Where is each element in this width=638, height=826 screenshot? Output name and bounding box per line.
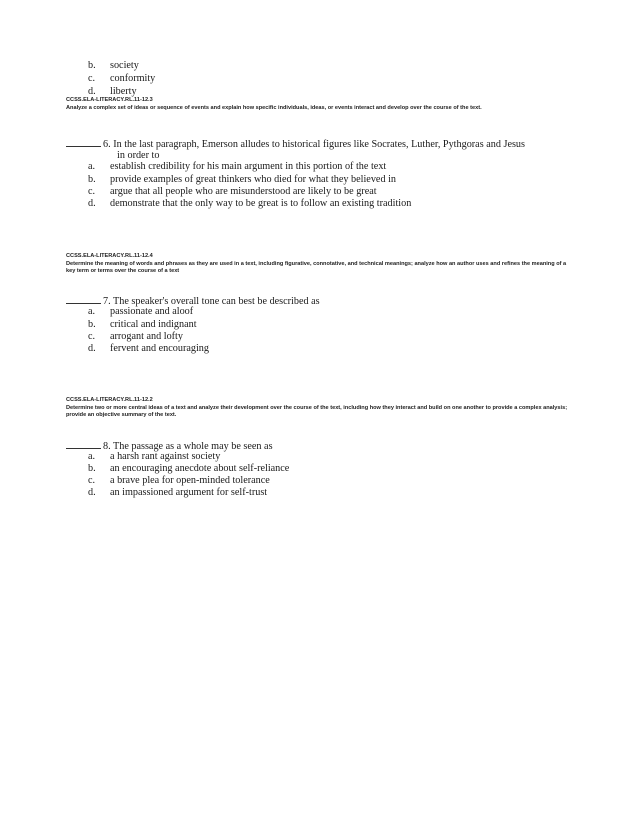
option-text: argue that all people who are misunderstood are likely to be great [110, 186, 377, 197]
option-8d [88, 487, 267, 499]
standard-code: CCSS.ELA-LITERACY.RL.11-12.2 [66, 397, 153, 403]
question-6-stem [66, 137, 525, 151]
option-letter: a. [88, 161, 96, 172]
option-letter: c. [88, 475, 96, 486]
option-letter: c. [88, 331, 96, 342]
option-6c [88, 186, 377, 198]
option-7d [88, 343, 209, 355]
standard-code: CCSS.ELA-LITERACY.RL.11-12.4 [66, 253, 153, 259]
option-7b [88, 319, 197, 331]
standard-block-1 [66, 97, 571, 112]
option-letter: a. [88, 306, 96, 317]
option-text: a brave plea for open-minded tolerance [110, 475, 270, 486]
option-6b [88, 174, 396, 186]
option-text: an encouraging anecdote about self-reliance [110, 463, 290, 474]
option-text: fervent and encouraging [110, 343, 209, 354]
question-text: 8. The passage as a whole may be seen as [103, 441, 273, 452]
option-letter: b. [88, 174, 96, 185]
standard-block-3 [66, 397, 571, 420]
option-6a [88, 161, 386, 173]
option-7c [88, 331, 183, 343]
option-text: society [110, 60, 139, 71]
option-letter: c. [88, 186, 96, 197]
standard-text: Determine the meaning of words and phrases as they are used in a text, including figurative, connotative, and technical meanings; analyze how an author uses and refines the meaning of a key term or terms over the course of a text [66, 260, 567, 275]
option-letter: b. [88, 463, 96, 474]
option-letter: b. [88, 60, 96, 71]
option-letter: b. [88, 319, 96, 330]
option-text: passionate and aloof [110, 306, 194, 317]
option-letter: d. [88, 343, 96, 354]
option-text: an impassioned argument for self-trust [110, 487, 268, 498]
question-text: 6. In the last paragraph, Emerson alludes to historical figures like Socrates, Luther, Pythgoras and Jesus [103, 139, 525, 150]
standard-text: Analyze a complex set of ideas or sequence of events and explain how specific individuals, ideas, or events interact and develop over the course of the text. [66, 104, 482, 111]
option-7a [88, 306, 193, 318]
option-text: establish credibility for his main argument in this portion of the text [110, 161, 387, 172]
option-8b [88, 463, 289, 475]
answer-blank[interactable] [66, 294, 101, 304]
option-5c [88, 73, 155, 85]
option-6d [88, 198, 411, 210]
option-letter: d. [88, 487, 96, 498]
option-letter: d. [88, 86, 96, 97]
option-text: a harsh rant against society [110, 451, 221, 462]
option-8a [88, 451, 220, 463]
answer-blank[interactable] [66, 439, 101, 449]
standard-code: CCSS.ELA-LITERACY.RL.11-12.3 [66, 97, 153, 103]
option-text: demonstrate that the only way to be great is to follow an existing tradition [110, 198, 412, 209]
option-text: critical and indignant [110, 319, 197, 330]
option-letter: c. [88, 73, 96, 84]
question-text-cont: in order to [117, 150, 160, 161]
option-text: arrogant and lofty [110, 331, 183, 342]
standard-text: Determine two or more central ideas of a text and analyze their development over the course of the text, including how they interact and build on one another to provide a complex analysis; provide an objective summary of the text. [66, 404, 568, 419]
question-text: 7. The speaker's overall tone can best be described as [103, 296, 320, 307]
answer-blank[interactable] [66, 137, 101, 147]
option-text: liberty [110, 86, 137, 97]
option-letter: d. [88, 198, 96, 209]
option-text: provide examples of great thinkers who died for what they believed in [110, 174, 397, 185]
option-text: conformity [110, 73, 156, 84]
option-8c [88, 475, 270, 487]
option-5b [88, 60, 139, 72]
option-letter: a. [88, 451, 96, 462]
standard-block-2 [66, 253, 571, 276]
